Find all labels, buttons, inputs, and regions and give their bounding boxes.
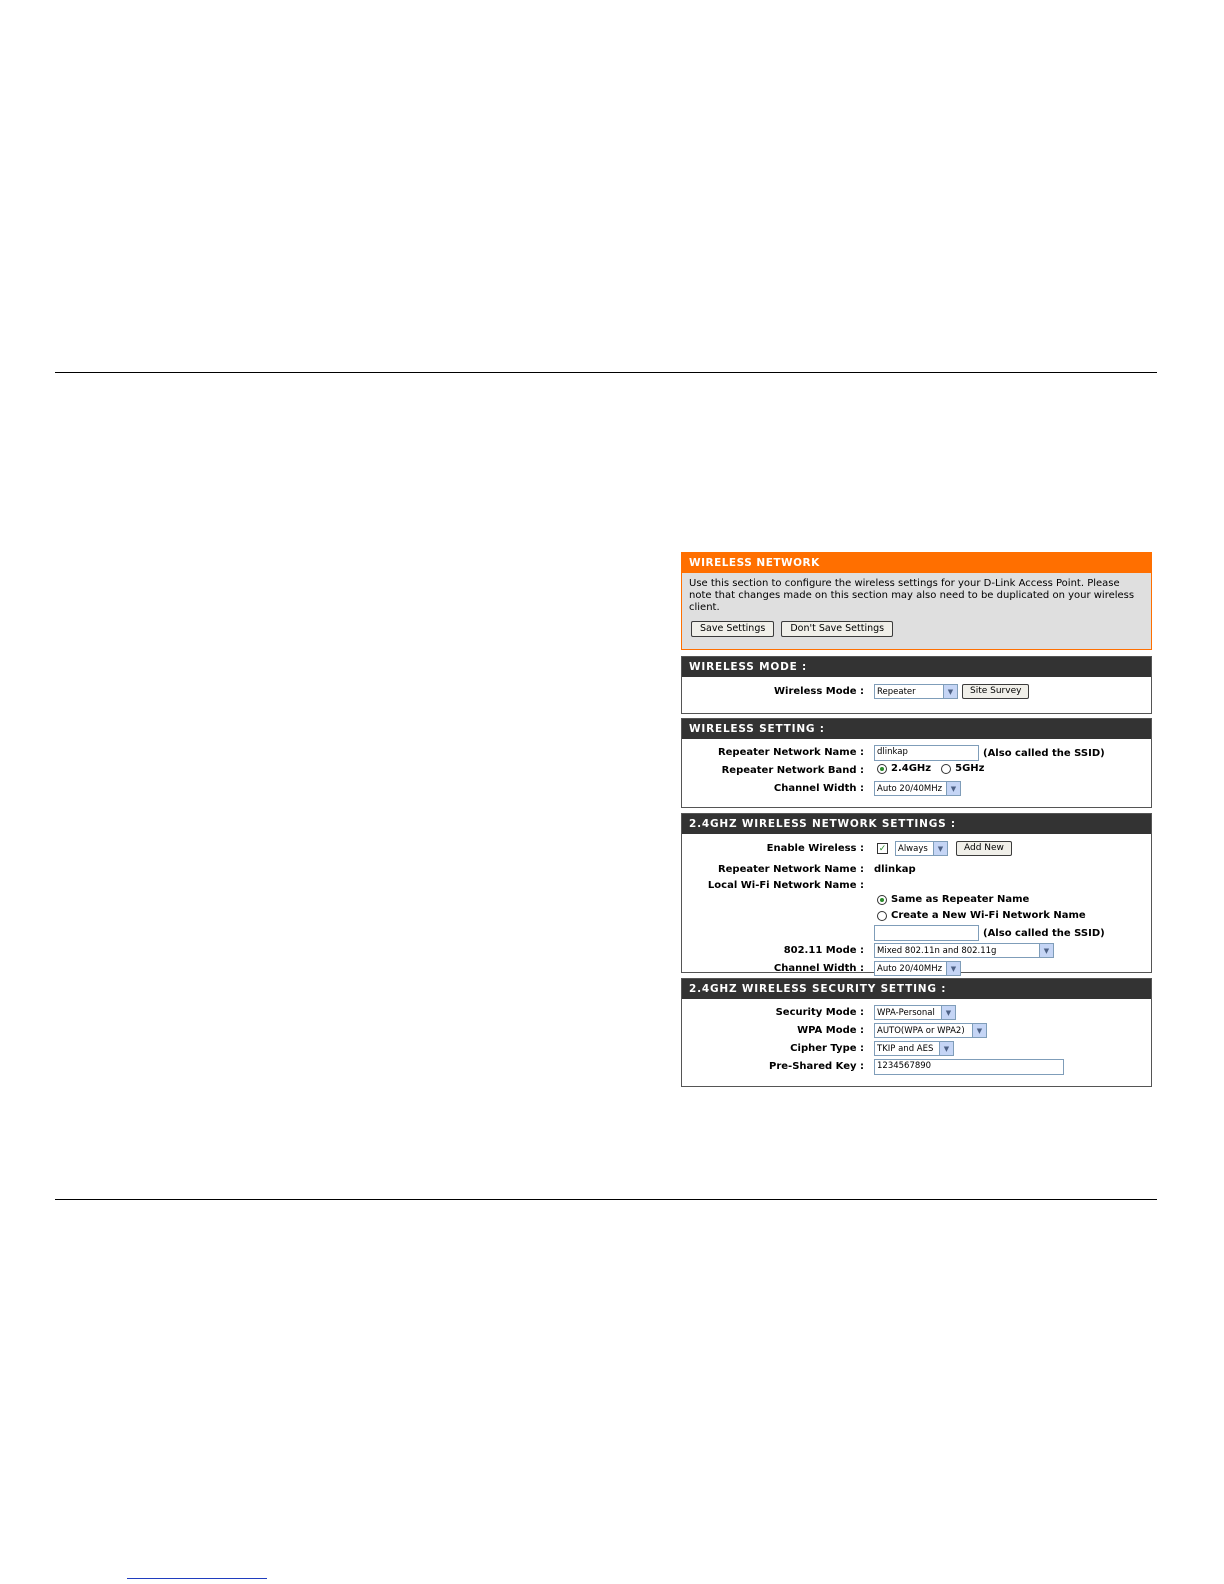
band-24-radio[interactable]: [877, 764, 887, 774]
repeater-network-name-label: Repeater Network Name :: [717, 747, 864, 758]
channel-width-select[interactable]: Auto 20/40MHz ▼: [874, 781, 961, 796]
enable-wireless-checkbox[interactable]: ✓: [878, 843, 887, 854]
band-24-label: 2.4GHz: [891, 763, 932, 774]
wireless-setting-section: [681, 718, 1152, 808]
wireless-network-description: Use this section to configure the wireless settings for your D-Link Access Point. Please note that changes made on this section may also need to be duplicated on your wireless client.: [689, 578, 1135, 613]
create-new-name-label: Create a New Wi-Fi Network Name: [891, 910, 1086, 921]
dont-save-settings-button[interactable]: Don't Save Settings: [781, 621, 893, 637]
channel-width-label: Channel Width :: [773, 783, 864, 794]
security-mode-label: Security Mode :: [775, 1007, 864, 1018]
save-settings-button[interactable]: Save Settings: [691, 621, 774, 637]
footer-link-underline[interactable]: [127, 1578, 267, 1579]
wpa-mode-label: WPA Mode :: [797, 1025, 864, 1036]
channel-width-select-2[interactable]: Auto 20/40MHz ▼: [874, 961, 961, 976]
bottom-divider: [55, 1199, 1157, 1200]
wireless-network-panel: [681, 552, 1152, 650]
band-5-radio[interactable]: [941, 764, 951, 774]
80211-mode-select[interactable]: Mixed 802.11n and 802.11g ▼: [874, 943, 1054, 958]
chevron-down-icon: ▼: [933, 842, 947, 855]
chevron-down-icon: ▼: [941, 1006, 955, 1019]
same-as-repeater-label: Same as Repeater Name: [891, 894, 1030, 905]
repeater-network-name-input[interactable]: dlinkap: [874, 745, 979, 761]
wireless-mode-title: WIRELESS MODE :: [682, 657, 1151, 677]
security-mode-select[interactable]: WPA-Personal ▼: [874, 1005, 956, 1020]
wireless-network-title: WIRELESS NETWORK: [682, 553, 1151, 573]
band-5-label: 5GHz: [955, 763, 985, 774]
top-divider: [55, 372, 1157, 373]
local-wifi-name-label: Local Wi-Fi Network Name :: [707, 880, 864, 891]
schedule-select[interactable]: Always ▼: [895, 841, 948, 856]
chevron-down-icon: ▼: [946, 962, 960, 975]
chevron-down-icon: ▼: [1039, 944, 1053, 957]
wireless-mode-label: Wireless Mode :: [773, 686, 864, 697]
repeater-network-band-label: Repeater Network Band :: [721, 765, 864, 776]
chevron-down-icon: ▼: [972, 1024, 986, 1037]
chevron-down-icon: ▼: [939, 1042, 953, 1055]
wireless-setting-title: WIRELESS SETTING :: [682, 719, 1151, 739]
ssid-note: (Also called the SSID): [983, 747, 1105, 759]
same-as-repeater-radio[interactable]: [877, 895, 887, 905]
new-wifi-name-input[interactable]: [874, 925, 979, 941]
network-24-title: 2.4GHZ WIRELESS NETWORK SETTINGS :: [682, 814, 1151, 834]
create-new-name-radio[interactable]: [877, 911, 887, 921]
add-new-button[interactable]: Add New: [956, 841, 1012, 856]
repeater-network-name-label-2: Repeater Network Name :: [717, 864, 864, 875]
ssid-note-2: (Also called the SSID): [983, 927, 1105, 939]
80211-mode-label: 802.11 Mode :: [783, 945, 864, 956]
enable-wireless-label: Enable Wireless :: [766, 843, 864, 854]
cipher-type-select[interactable]: TKIP and AES ▼: [874, 1041, 954, 1056]
cipher-type-label: Cipher Type :: [790, 1043, 864, 1054]
site-survey-button[interactable]: Site Survey: [962, 684, 1029, 699]
security-24-section: [681, 978, 1152, 1087]
wireless-mode-section: [681, 656, 1152, 714]
security-24-title: 2.4GHZ WIRELESS SECURITY SETTING :: [682, 979, 1151, 999]
wpa-mode-select[interactable]: AUTO(WPA or WPA2) ▼: [874, 1023, 987, 1038]
pre-shared-key-label: Pre-Shared Key :: [769, 1061, 864, 1072]
network-24-section: [681, 813, 1152, 973]
wireless-mode-select[interactable]: Repeater ▼: [874, 684, 958, 699]
channel-width-label-2: Channel Width :: [773, 963, 864, 974]
chevron-down-icon: ▼: [943, 685, 957, 698]
chevron-down-icon: ▼: [946, 782, 960, 795]
pre-shared-key-input[interactable]: 1234567890: [874, 1059, 1064, 1075]
repeater-network-name-value: dlinkap: [874, 864, 916, 875]
